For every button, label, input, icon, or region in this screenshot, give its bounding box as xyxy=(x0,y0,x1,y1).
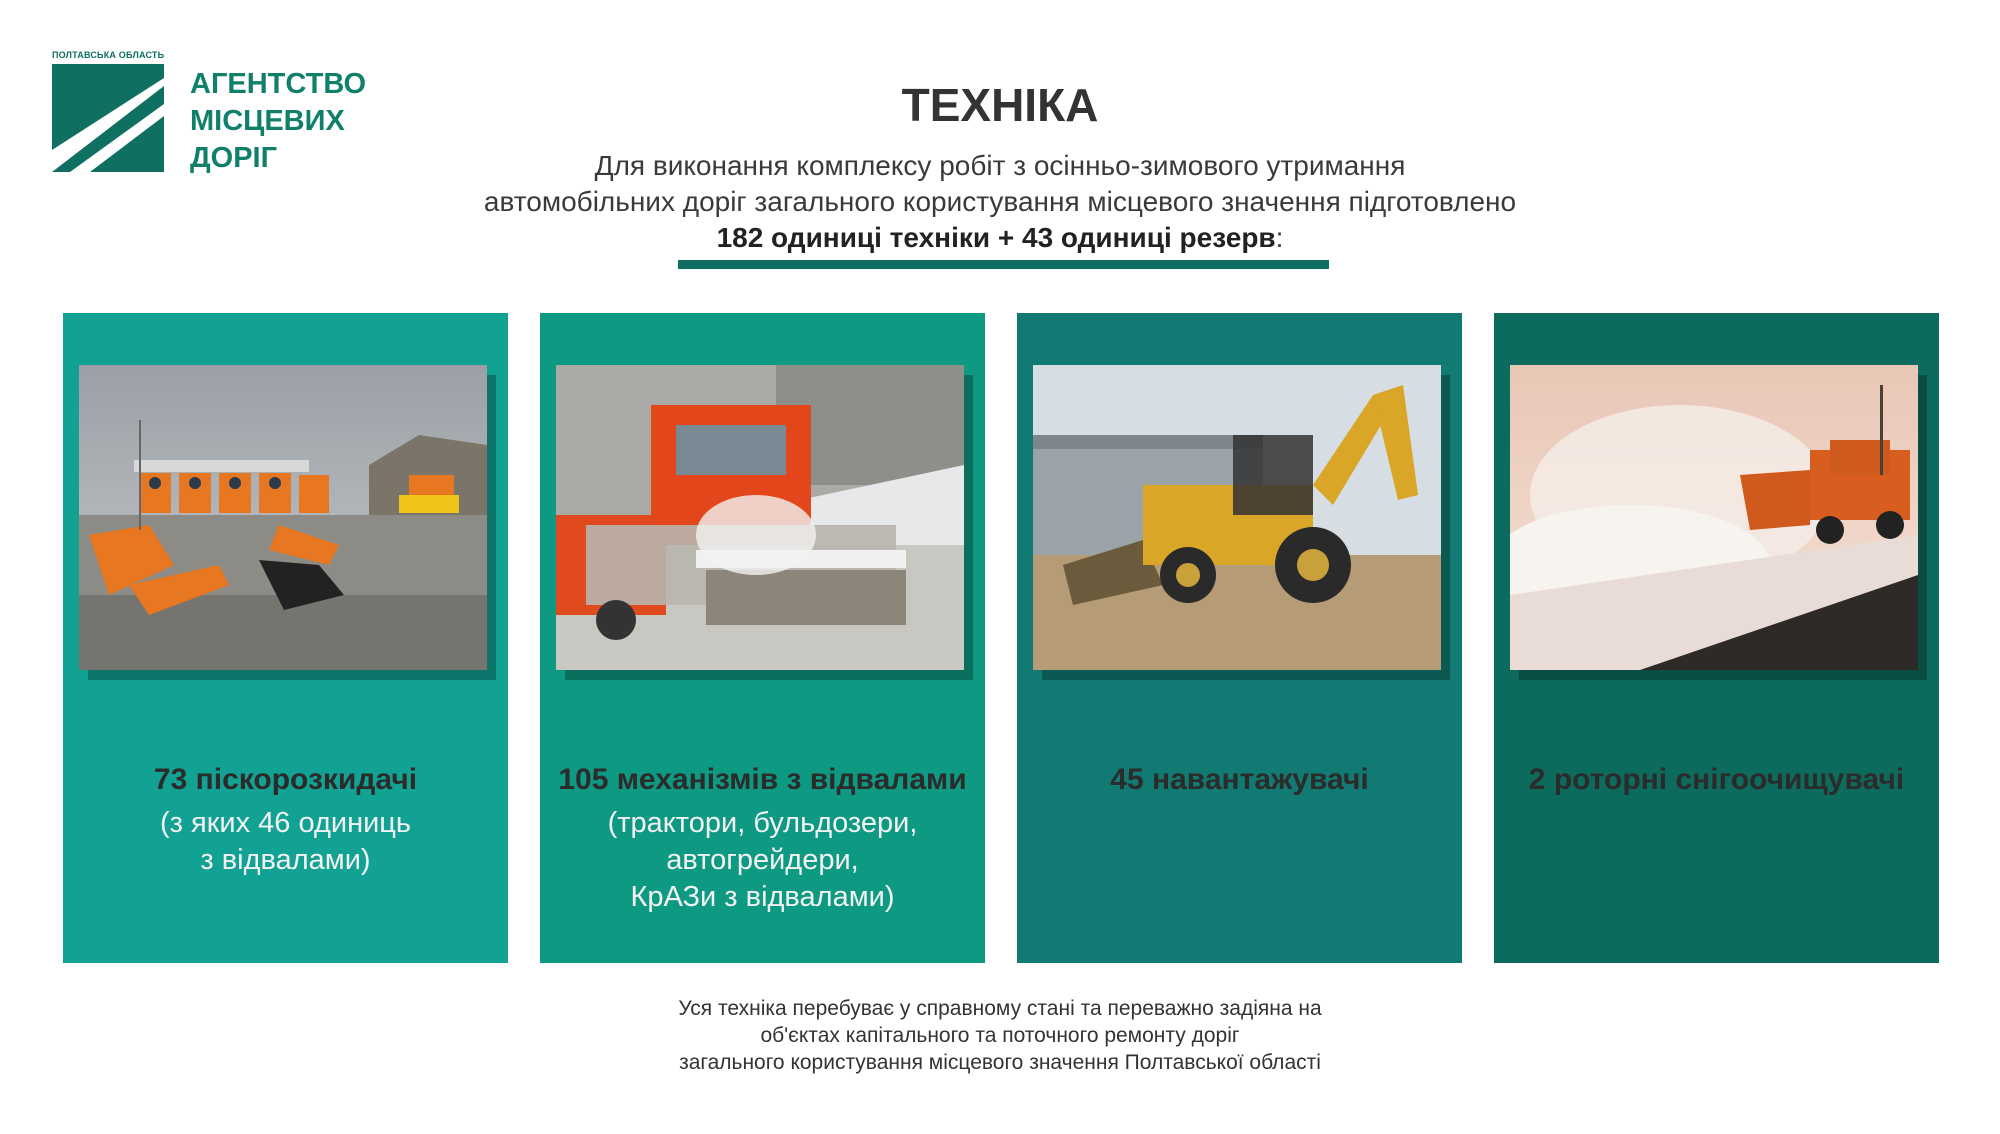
card-desc-line: автогрейдери, xyxy=(666,844,859,876)
card-description xyxy=(63,805,508,879)
card-heading: 73 піскорозкидачі xyxy=(153,763,418,796)
card-loaders xyxy=(1017,313,1462,963)
logo-line: ДОРІГ xyxy=(190,142,278,174)
card-desc-line: (з яких 46 одиниць xyxy=(159,807,412,839)
card-description xyxy=(540,805,985,916)
sand-spreaders-photo xyxy=(79,365,487,670)
footer-note xyxy=(400,995,1600,1076)
plow-truck-photo xyxy=(556,365,964,670)
card-plow-mechanisms xyxy=(540,313,985,963)
card-desc-line: (трактори, бульдозери, xyxy=(607,807,918,839)
footer-line: загального користування місцевого значення Полтавської області xyxy=(679,1051,1321,1074)
card-heading: 2 роторні снігоочищувачі xyxy=(1528,763,1905,796)
card-rotary-snowblowers xyxy=(1494,313,1939,963)
subtitle-line: Для виконання комплексу робіт з осінньо-зимового утримання xyxy=(594,150,1406,181)
card-heading: 105 механізмів з відвалами xyxy=(558,763,967,796)
logo-line: АГЕНТСТВО xyxy=(190,68,367,100)
equipment-total: 182 одиниці техніки + 43 одиниці резерв xyxy=(716,222,1276,253)
highlight-suffix: : xyxy=(1275,222,1284,253)
subtitle-line: автомобільних доріг загального користування місцевого значення підготовлено xyxy=(483,186,1517,217)
backhoe-loader-photo xyxy=(1033,365,1441,670)
rotary-snowblower-photo xyxy=(1510,365,1918,670)
logo-line: МІСЦЕВИХ xyxy=(190,105,345,137)
card-sand-spreaders xyxy=(63,313,508,963)
page-subtitle xyxy=(300,148,1700,256)
card-desc-line: з відвалами) xyxy=(200,844,371,876)
logo-region-label: ПОЛТАВСЬКА ОБЛАСТЬ xyxy=(52,50,165,60)
footer-line: об'єктах капітального та поточного ремонту доріг xyxy=(760,1024,1240,1047)
page-title: ТЕХНІКА xyxy=(901,79,1099,131)
subtitle-highlight-line xyxy=(300,220,1700,256)
card-heading: 45 навантажувачі xyxy=(1110,763,1369,796)
footer-line: Уся техніка перебуває у справному стані та переважно задіяна на xyxy=(678,997,1322,1020)
card-desc-line: КрАЗи з відвалами) xyxy=(630,881,895,913)
highlight-underline xyxy=(678,260,1329,269)
